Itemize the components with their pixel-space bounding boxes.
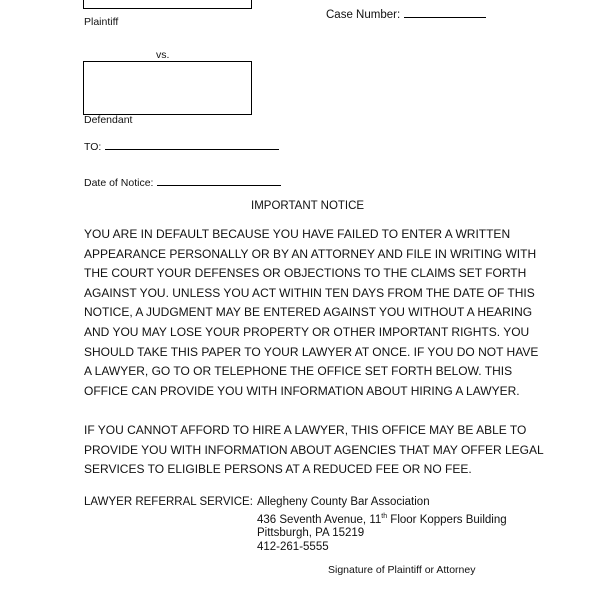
notice-title: IMPORTANT NOTICE bbox=[251, 200, 365, 212]
paragraph-line: AGAINST YOU. UNLESS YOU ACT WITHIN TEN DAYS FROM THE DATE OF THIS bbox=[84, 285, 535, 300]
paragraph-line: IF YOU CANNOT AFFORD TO HIRE A LAWYER, THIS OFFICE MAY BE ABLE TO bbox=[84, 423, 527, 437]
signature-label: Signature of Plaintiff or Attorney bbox=[328, 564, 476, 576]
paragraph-line: THE COURT YOUR DEFENSES OR OBJECTIONS TO THE CLAIMS SET FORTH bbox=[84, 266, 527, 281]
notice-paragraph-2 bbox=[84, 421, 544, 480]
to-label: TO: bbox=[84, 141, 102, 153]
referral-street-sup: th bbox=[381, 512, 388, 520]
referral-label: LAWYER REFERRAL SERVICE: bbox=[84, 496, 253, 508]
to-blank bbox=[105, 139, 279, 150]
to-field bbox=[84, 139, 279, 153]
notice-paragraph-1 bbox=[84, 225, 539, 401]
date-of-notice-field bbox=[84, 175, 281, 189]
paragraph-line: NOTICE, A JUDGMENT MAY BE ENTERED AGAINST YOU WITHOUT A HEARING bbox=[84, 305, 533, 320]
case-number-label: Case Number: bbox=[326, 9, 401, 21]
plaintiff-name-box bbox=[83, 0, 252, 9]
paragraph-line: OFFICE CAN PROVIDE YOU WITH INFORMATION ABOUT HIRING A LAWYER. bbox=[84, 383, 520, 398]
defendant-label: Defendant bbox=[84, 114, 133, 126]
referral-address bbox=[257, 496, 507, 554]
date-of-notice-label: Date of Notice: bbox=[84, 177, 154, 189]
referral-org: Allegheny County Bar Association bbox=[257, 496, 430, 508]
referral-phone: 412-261-5555 bbox=[257, 540, 329, 553]
referral-city: Pittsburgh, PA 15219 bbox=[257, 527, 365, 539]
defendant-name-box bbox=[83, 61, 252, 115]
paragraph-line: SHOULD TAKE THIS PAPER TO YOUR LAWYER AT ONCE. IF YOU DO NOT HAVE bbox=[84, 344, 539, 359]
date-of-notice-blank bbox=[157, 175, 281, 186]
referral-street-pre: 436 Seventh Avenue, 11 bbox=[257, 513, 382, 526]
case-number-field bbox=[326, 7, 486, 21]
referral-street bbox=[257, 510, 507, 528]
paragraph-line: PROVIDE YOU WITH INFORMATION ABOUT AGENCIES THAT MAY OFFER LEGAL bbox=[84, 442, 544, 457]
paragraph-line: SERVICES TO ELIGIBLE PERSONS AT A REDUCED FEE OR NO FEE. bbox=[84, 462, 472, 477]
case-number-blank bbox=[404, 7, 486, 18]
referral-street-post: Floor Koppers Building bbox=[387, 513, 507, 526]
plaintiff-label: Plaintiff bbox=[84, 16, 119, 28]
vs-label: vs. bbox=[156, 49, 170, 61]
paragraph-line: YOU ARE IN DEFAULT BECAUSE YOU HAVE FAILED TO ENTER A WRITTEN bbox=[84, 227, 511, 241]
paragraph-line: AND YOU MAY LOSE YOUR PROPERTY OR OTHER IMPORTANT RIGHTS. YOU bbox=[84, 324, 530, 339]
paragraph-line: A LAWYER, GO TO OR TELEPHONE THE OFFICE SET FORTH BELOW. THIS bbox=[84, 364, 513, 379]
paragraph-line: APPEARANCE PERSONALLY OR BY AN ATTORNEY AND FILE IN WRITING WITH bbox=[84, 246, 537, 261]
